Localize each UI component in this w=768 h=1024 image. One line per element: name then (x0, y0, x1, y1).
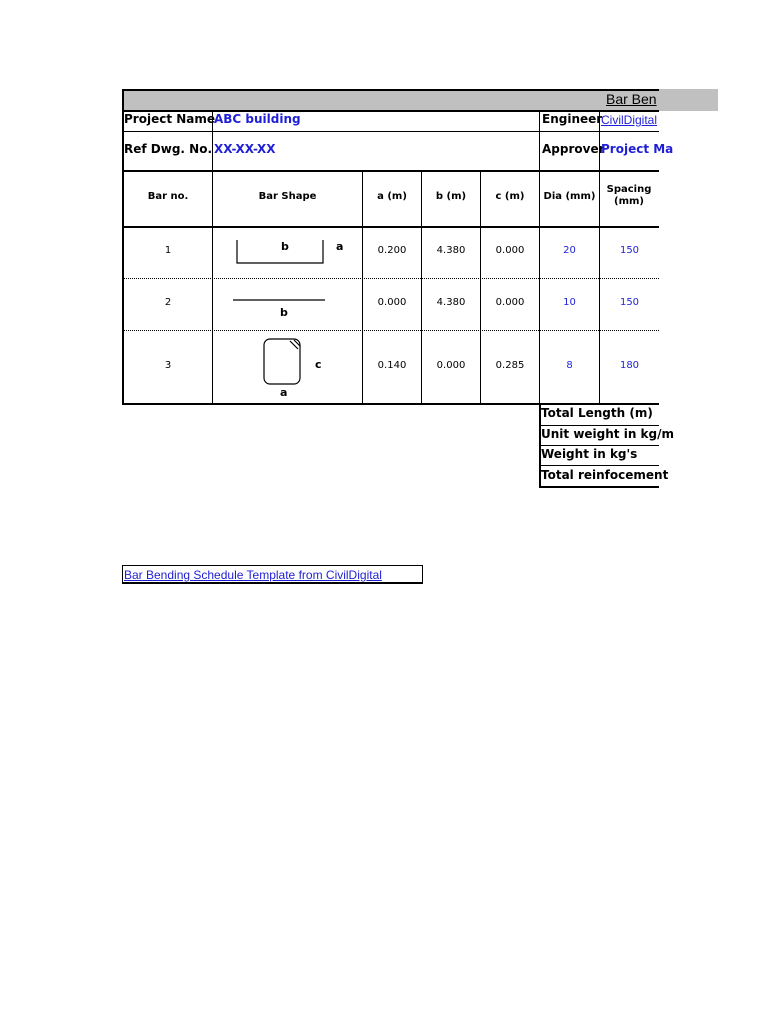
approver-value[interactable]: Project Ma (601, 142, 674, 156)
bar-shape-stirrup-icon (260, 336, 306, 388)
border (122, 170, 659, 172)
row1-a[interactable]: 0.200 (377, 245, 407, 256)
project-name-value[interactable]: ABC building (214, 112, 301, 126)
row-divider (122, 330, 659, 331)
border (539, 465, 659, 466)
row3-b[interactable]: 0.000 (436, 360, 466, 371)
summary-total-length: Total Length (m) (541, 406, 653, 420)
row1-shape-label-b: b (281, 240, 289, 253)
row3-bar-no: 3 (164, 360, 172, 371)
border (539, 425, 659, 426)
row3-dia[interactable]: 8 (566, 360, 573, 371)
project-name-label: Project Name (124, 112, 216, 126)
engineer-label: Engineer (542, 112, 603, 126)
row2-bar-no: 2 (164, 297, 172, 308)
row1-spacing[interactable]: 150 (619, 245, 640, 256)
row1-bar-no: 1 (164, 245, 172, 256)
approver-label: Approver (542, 142, 605, 156)
row3-shape-label-a: a (280, 386, 288, 399)
row3-c[interactable]: 0.285 (495, 360, 525, 371)
col-header-c: c (m) (495, 191, 525, 202)
col-header-bar-shape: Bar Shape (258, 191, 317, 202)
summary-unit-weight: Unit weight in kg/m (541, 427, 674, 441)
row-divider (122, 278, 659, 279)
summary-total-reinforcement: Total reinfocement (541, 468, 669, 482)
template-link[interactable]: Bar Bending Schedule Template from CivilDigital (122, 565, 423, 584)
border (122, 131, 659, 132)
border (122, 89, 659, 91)
border (539, 486, 659, 488)
summary-block (539, 403, 674, 488)
bar-shape-straight-icon (230, 296, 330, 304)
col-header-dia: Dia (mm) (543, 191, 596, 202)
col-header-bar-no: Bar no. (147, 191, 189, 202)
border (212, 110, 213, 405)
ref-dwg-label: Ref Dwg. No. (124, 142, 212, 156)
bar-shape-u-icon (230, 236, 330, 266)
row1-shape-label-a: a (336, 240, 344, 253)
row2-spacing[interactable]: 150 (619, 297, 640, 308)
row3-a[interactable]: 0.140 (377, 360, 407, 371)
row2-dia[interactable]: 10 (563, 297, 576, 308)
row1-c[interactable]: 0.000 (495, 245, 525, 256)
sheet-title: Bar Ben (606, 91, 657, 107)
engineer-link[interactable]: CivilDigital (601, 113, 658, 127)
row2-a[interactable]: 0.000 (377, 297, 407, 308)
border (122, 226, 659, 228)
col-header-a: a (m) (377, 191, 407, 202)
row2-c[interactable]: 0.000 (495, 297, 525, 308)
row1-b[interactable]: 4.380 (436, 245, 466, 256)
col-header-b: b (m) (435, 191, 467, 202)
border (539, 445, 659, 446)
row2-b[interactable]: 4.380 (436, 297, 466, 308)
row3-spacing[interactable]: 180 (619, 360, 640, 371)
ref-dwg-value[interactable]: XX-XX-XX (214, 142, 276, 156)
row3-shape-label-c: c (315, 358, 322, 371)
summary-weight: Weight in kg's (541, 447, 638, 461)
col-header-spacing: Spacing (mm) (606, 184, 652, 207)
row1-dia[interactable]: 20 (563, 245, 576, 256)
row2-shape-label-b: b (280, 306, 288, 319)
